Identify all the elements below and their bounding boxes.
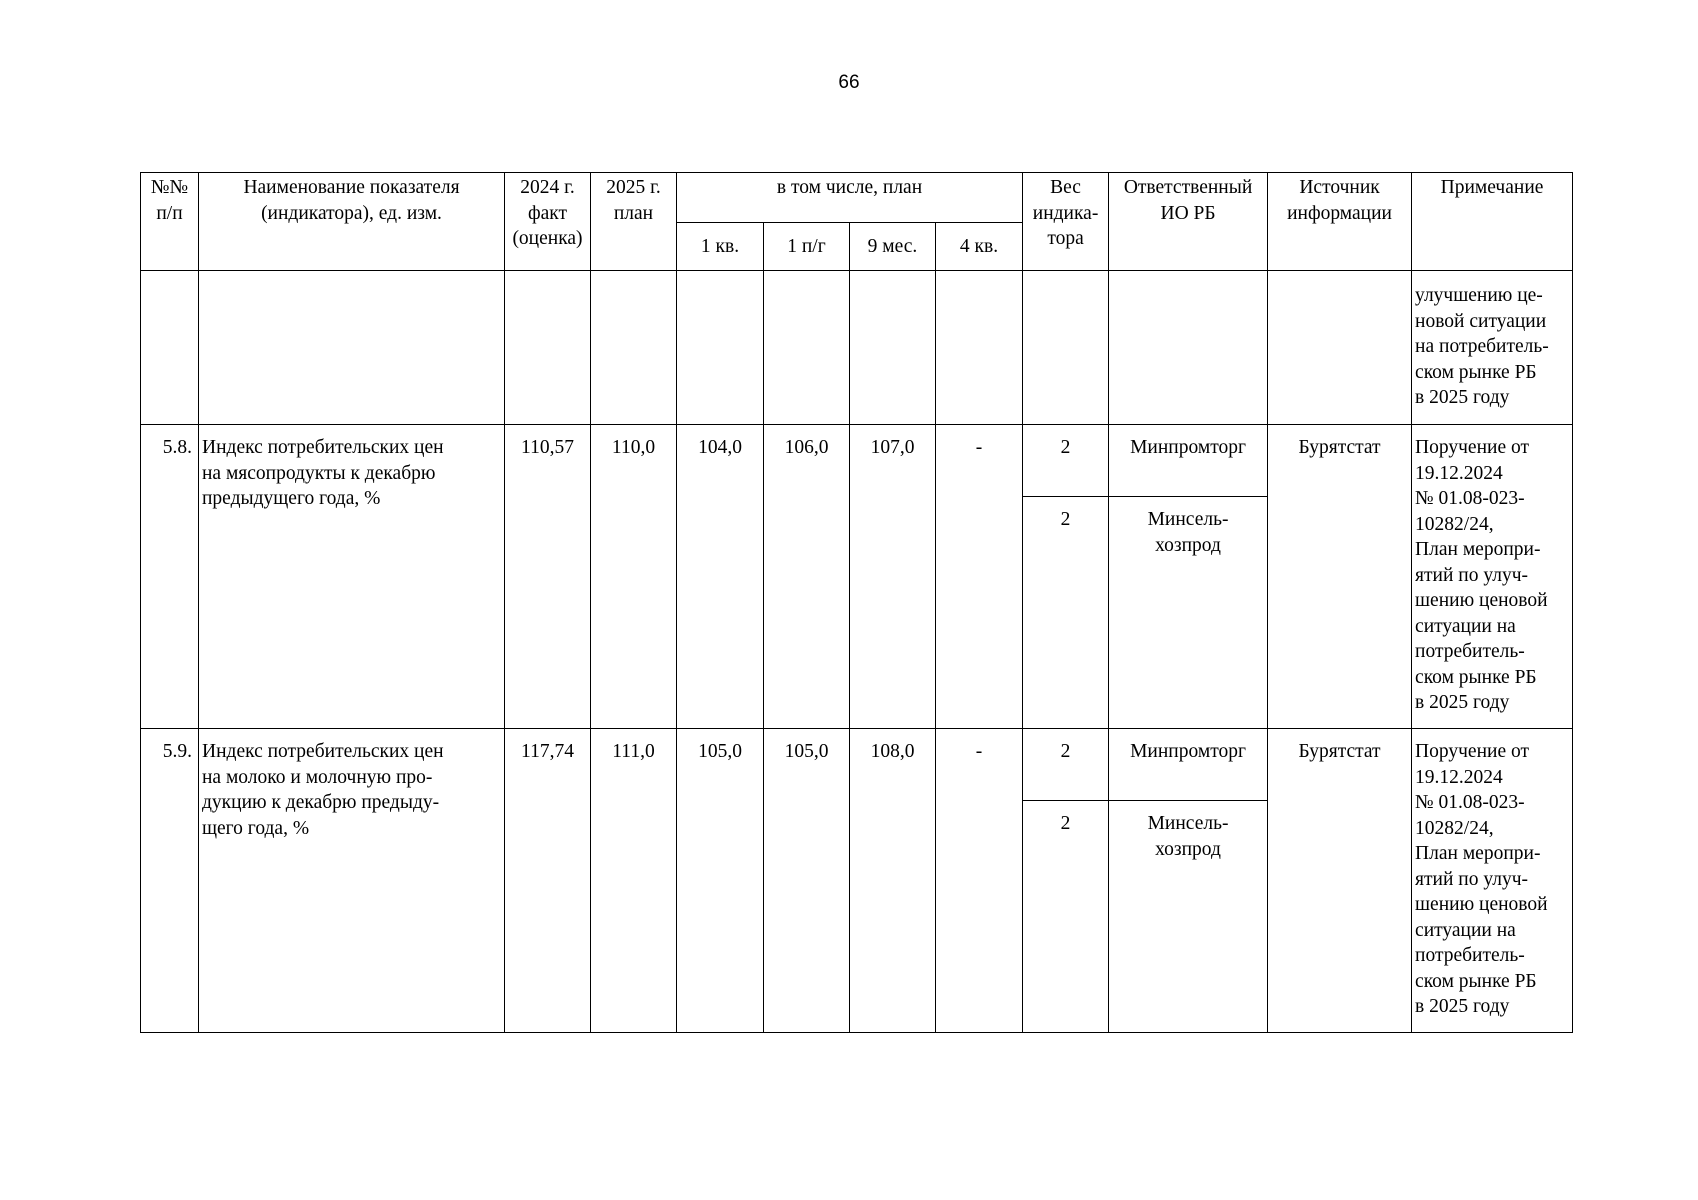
text-line: ском рынке РБ — [1415, 970, 1537, 992]
text-line: ситуации на — [1415, 615, 1516, 637]
responsible-agency — [1109, 497, 1268, 729]
header-2025 — [591, 173, 677, 271]
text-line: шению ценовой — [1415, 894, 1548, 915]
text-line: на молоко и молочную про- — [202, 766, 433, 788]
responsible-agency — [1109, 425, 1268, 497]
header-source — [1268, 173, 1412, 271]
text-line: Минсель- — [1147, 509, 1229, 530]
text-line: щего года, % — [202, 817, 310, 839]
table-row — [141, 729, 1573, 801]
text-line: 2025 г. — [606, 177, 661, 198]
text-line: Минсель- — [1147, 813, 1229, 834]
header-num — [141, 173, 199, 271]
responsible-agency — [1109, 729, 1268, 801]
header-9m: 9 мес. — [850, 223, 936, 271]
text-line: Наименование показателя — [243, 177, 460, 198]
value-9m: 107,0 — [850, 425, 936, 729]
page-number: 66 — [838, 72, 860, 93]
table-row — [141, 425, 1573, 497]
text-line: потребитель- — [1415, 641, 1525, 662]
value-2024: 110,57 — [505, 425, 591, 729]
text-line: ятий по улуч- — [1415, 564, 1529, 586]
text-line: улучшению це- — [1415, 285, 1543, 306]
text-line: информации — [1287, 202, 1392, 224]
text-line: 10282/24, — [1415, 817, 1494, 839]
text-line: план — [613, 202, 654, 224]
table-row-continuation — [141, 271, 1573, 425]
text-line: индика- — [1032, 202, 1099, 224]
text-line: предыдущего года, % — [202, 488, 381, 509]
note-cell — [1412, 425, 1573, 729]
indicator-name — [199, 425, 505, 729]
value-9m: 108,0 — [850, 729, 936, 1033]
value-2025: 111,0 — [591, 729, 677, 1033]
header-note: Примечание — [1412, 173, 1573, 271]
text-line: шению ценовой — [1415, 590, 1548, 611]
text-line: ситуации на — [1415, 919, 1516, 941]
info-source: Бурятстат — [1268, 425, 1412, 729]
text-line: Источник — [1299, 177, 1380, 198]
text-line: (индикатора), ед. изм. — [261, 202, 442, 224]
text-line: Индекс потребительских цен — [202, 741, 444, 762]
text-line: на потребитель- — [1415, 336, 1549, 357]
text-line: хозпрод — [1155, 534, 1221, 556]
text-line: 2024 г. — [520, 177, 575, 198]
text-line: дукцию к декабрю предыду- — [202, 792, 440, 813]
row-number: 5.8. — [141, 425, 199, 729]
indicators-table — [140, 172, 1573, 1033]
value-h1: 106,0 — [764, 425, 850, 729]
text-line: 10282/24, — [1415, 513, 1494, 535]
text-line: 19.12.2024 — [1415, 766, 1503, 788]
info-source: Бурятстат — [1268, 729, 1412, 1033]
text-line: хозпрод — [1155, 838, 1221, 860]
text-line: ском рынке РБ — [1415, 666, 1537, 688]
text-line: Ответственный — [1123, 177, 1253, 198]
text-line: Поручение от — [1415, 741, 1529, 762]
text-line: 19.12.2024 — [1415, 462, 1503, 484]
text-line: потребитель- — [1415, 945, 1525, 966]
value-q4: - — [936, 425, 1023, 729]
weight-value: 2 — [1023, 425, 1109, 497]
text-line: № 01.08-023- — [1415, 488, 1525, 509]
text-line: Поручение от — [1415, 437, 1529, 458]
header-weight — [1023, 173, 1109, 271]
text-line: в 2025 году — [1415, 996, 1510, 1017]
text-line: Индекс потребительских цен — [202, 437, 444, 458]
text-line: на мясопродукты к декабрю — [202, 462, 436, 484]
text-line: в 2025 году — [1415, 692, 1510, 713]
row-number: 5.9. — [141, 729, 199, 1033]
text-line: п/п — [156, 202, 183, 224]
text-line: Минпромторг — [1130, 437, 1246, 458]
value-2025: 110,0 — [591, 425, 677, 729]
text-line: тора — [1047, 228, 1084, 249]
header-responsible — [1109, 173, 1268, 271]
value-h1: 105,0 — [764, 729, 850, 1033]
text-line: ИО РБ — [1160, 202, 1216, 224]
text-line: ском рынке РБ — [1415, 361, 1537, 383]
header-2024 — [505, 173, 591, 271]
text-line: в 2025 году — [1415, 387, 1510, 408]
weight-value: 2 — [1023, 497, 1109, 729]
header-q4: 4 кв. — [936, 223, 1023, 271]
indicator-name — [199, 729, 505, 1033]
value-q1: 105,0 — [677, 729, 764, 1033]
text-line: №№ — [150, 177, 189, 198]
value-q1: 104,0 — [677, 425, 764, 729]
note-cell — [1412, 729, 1573, 1033]
text-line: новой ситуации — [1415, 310, 1547, 332]
value-q4: - — [936, 729, 1023, 1033]
text-line: ятий по улуч- — [1415, 868, 1529, 890]
header-name — [199, 173, 505, 271]
header-including-plan: в том числе, план — [677, 173, 1023, 223]
text-line: План меропри- — [1415, 539, 1541, 560]
continuation-note-cell — [1412, 271, 1573, 425]
responsible-agency — [1109, 801, 1268, 1033]
table-header-row — [141, 173, 1573, 223]
text-line: факт — [527, 202, 568, 224]
text-line: (оценка) — [512, 228, 583, 249]
text-line: План меропри- — [1415, 843, 1541, 864]
text-line: Минпромторг — [1130, 741, 1246, 762]
value-2024: 117,74 — [505, 729, 591, 1033]
weight-value: 2 — [1023, 729, 1109, 801]
header-h1: 1 п/г — [764, 223, 850, 271]
text-line: Вес — [1050, 177, 1081, 198]
weight-value: 2 — [1023, 801, 1109, 1033]
text-line: № 01.08-023- — [1415, 792, 1525, 813]
header-q1: 1 кв. — [677, 223, 764, 271]
